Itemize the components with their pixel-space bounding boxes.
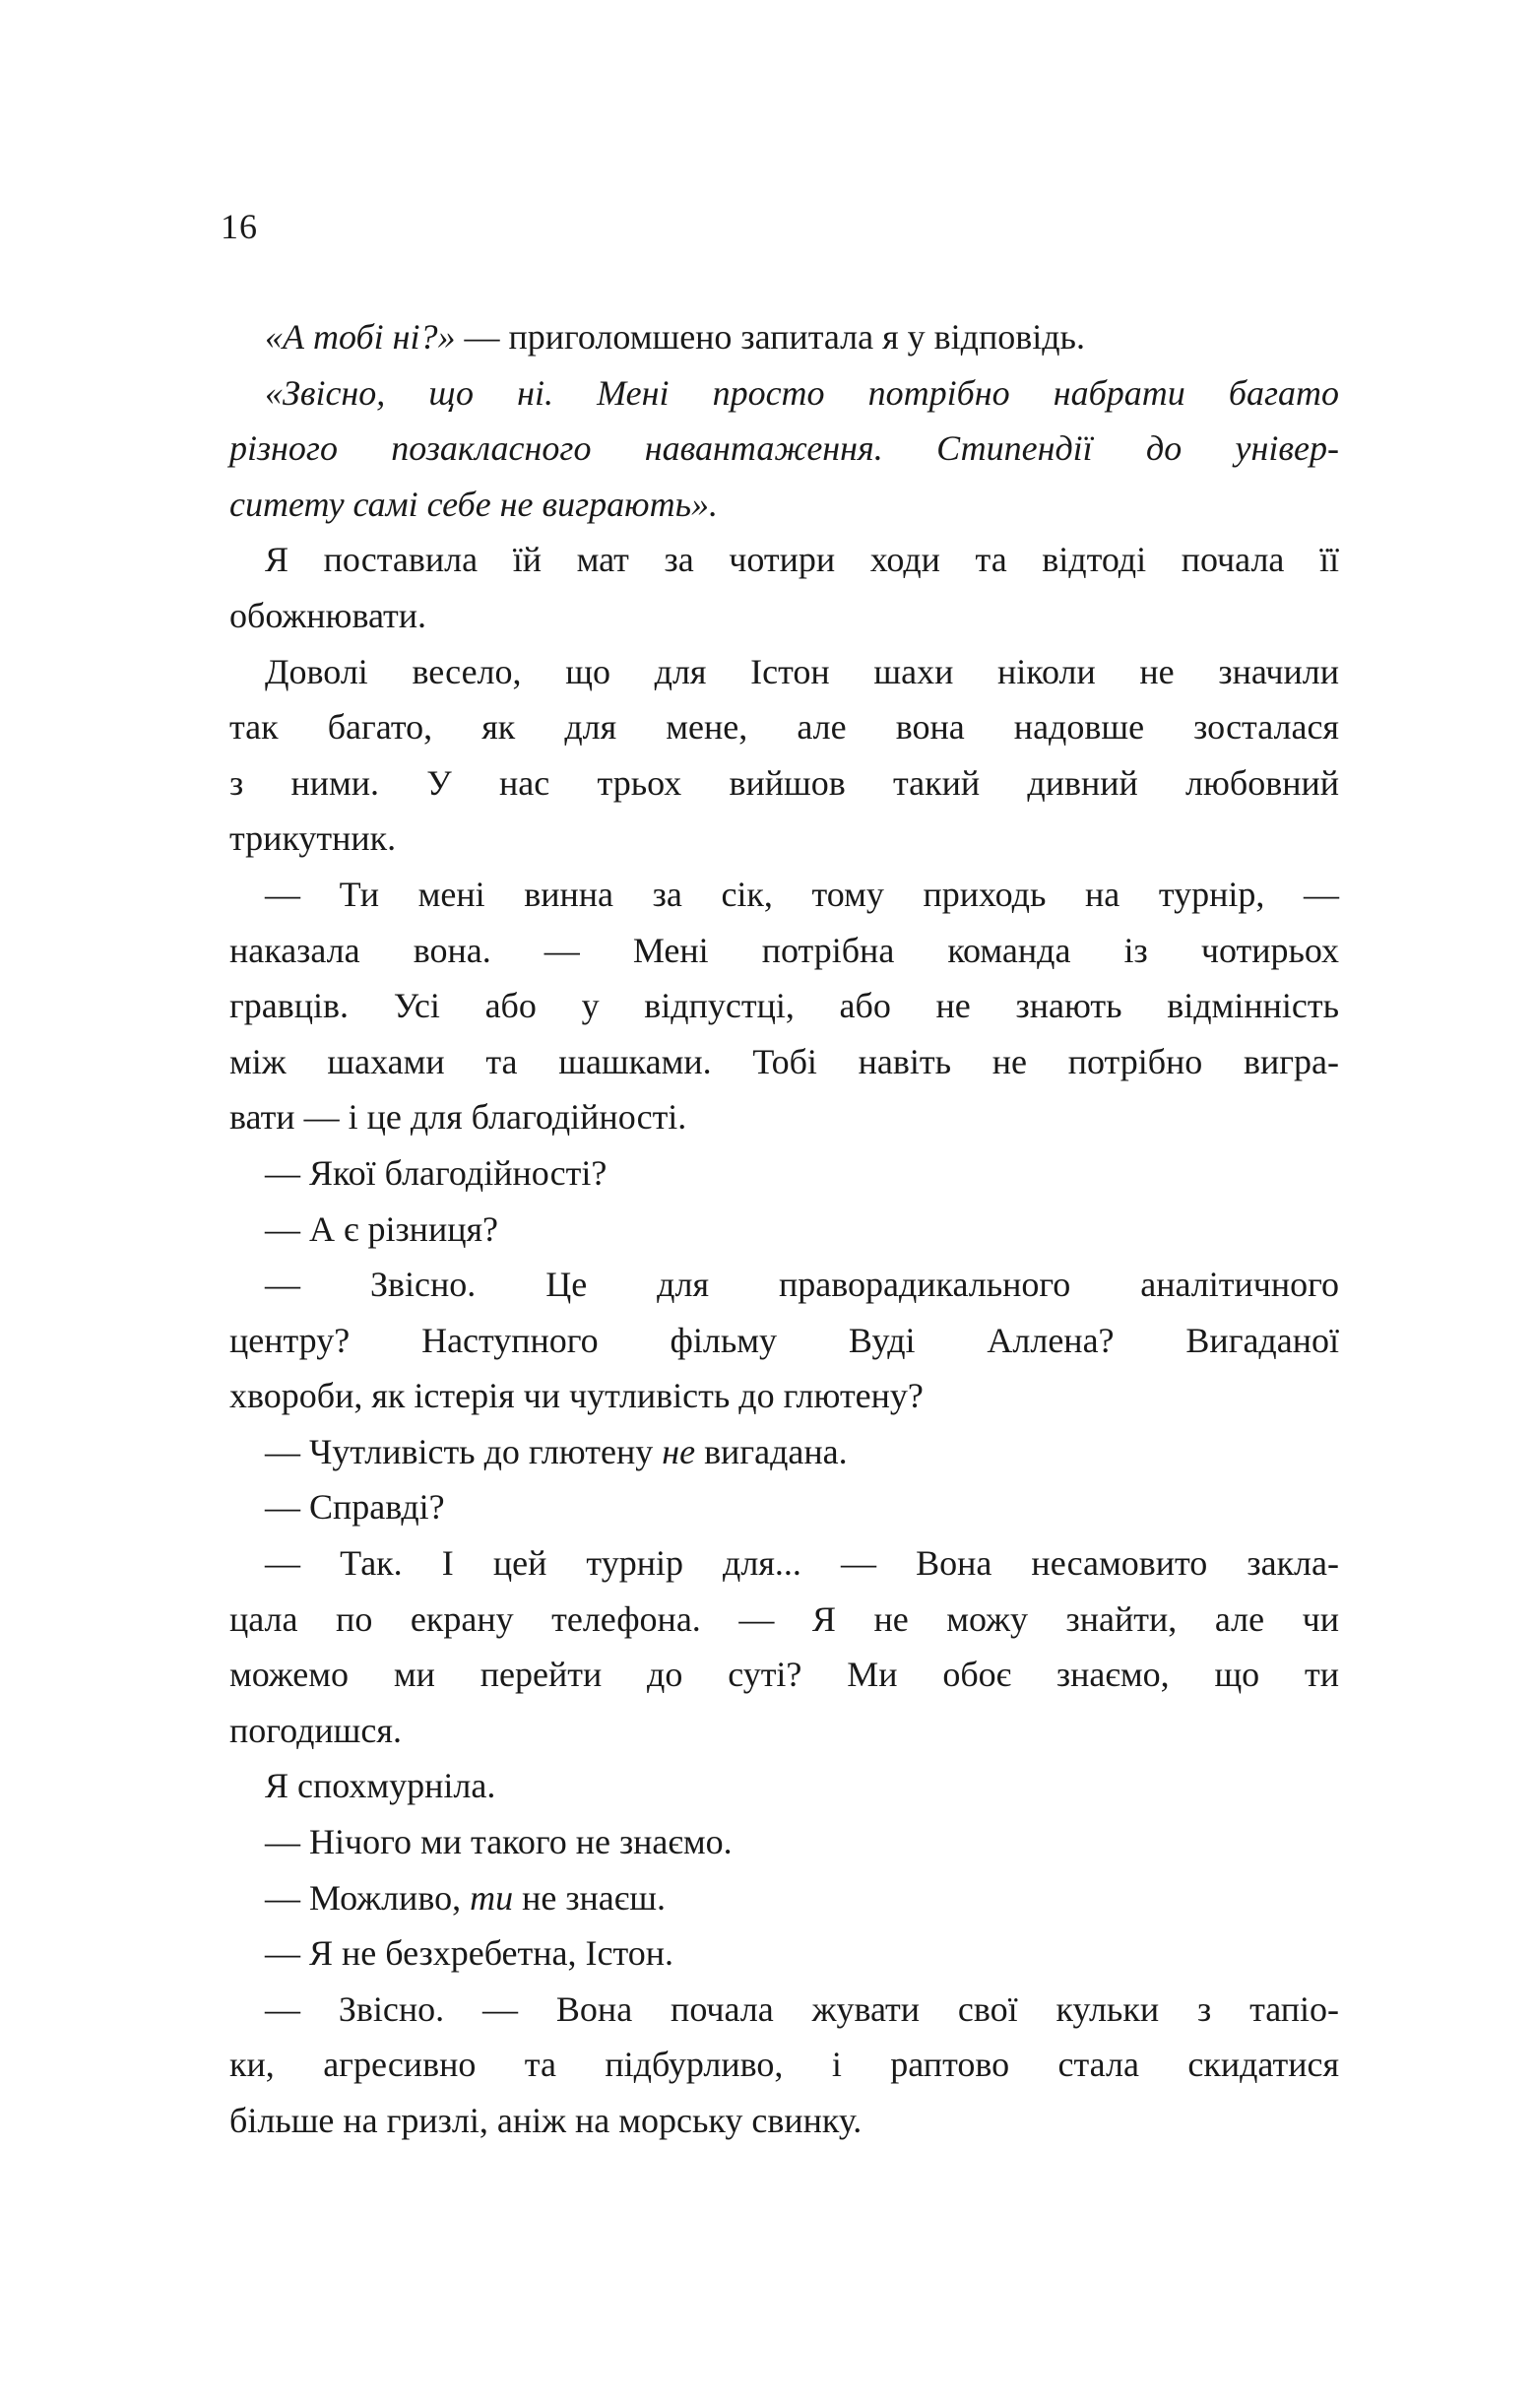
text-segment: ти [470, 1877, 514, 1918]
text-segment: хвороби, як істерія чи чутливість до глютену? [229, 1376, 924, 1416]
text-segment: «Звісно, що ні. Мені просто потрібно набрати багато [265, 372, 1339, 413]
text-line [229, 699, 1339, 755]
text-segment: — Так. І цей турнір для... — Вона несамовито закла- [265, 1543, 1339, 1584]
text-line [229, 755, 1339, 812]
text-segment: центру? Наступного фільму Вуді Аллена? Вигаданої [229, 1320, 1339, 1360]
text-line [229, 309, 1339, 365]
text-line [229, 2093, 1339, 2149]
text-segment: — Звісно. Це для праворадикального аналітичного [265, 1265, 1339, 1305]
text-line [229, 2037, 1339, 2093]
text-line [229, 1034, 1339, 1090]
text-line [229, 421, 1339, 477]
text-line [229, 1982, 1339, 2038]
text-segment: — Чутливість до глютену [265, 1431, 663, 1471]
text-line [229, 1592, 1339, 1648]
text-segment: — Можливо, [265, 1877, 471, 1918]
text-line [229, 532, 1339, 588]
text-line [229, 477, 1339, 533]
text-segment: Я поставила їй мат за чотири ходи та відтоді почала її [265, 540, 1339, 580]
text-line [229, 978, 1339, 1034]
text-line [229, 1089, 1339, 1145]
text-line [229, 1758, 1339, 1814]
text-line [229, 1535, 1339, 1592]
text-segment: ки, агресивно та підбурливо, і раптово стала скидатися [229, 2045, 1339, 2085]
text-segment: — Нічого ми такого не знаємо. [265, 1822, 733, 1862]
text-block [229, 309, 1339, 2149]
text-line [229, 811, 1339, 867]
text-line [229, 1647, 1339, 1703]
text-segment: вати — і це для благодійності. [229, 1097, 687, 1138]
text-line [229, 1313, 1339, 1369]
text-segment: — Якої благодійності? [265, 1152, 608, 1193]
text-segment: ситету самі себе не виграють». [229, 484, 718, 524]
text-line [229, 1870, 1339, 1926]
text-line [229, 1145, 1339, 1202]
text-segment: не [662, 1431, 696, 1471]
text-line [229, 1202, 1339, 1258]
text-segment: — Я не безхребетна, Істон. [265, 1933, 674, 1974]
text-segment: — Справді? [265, 1487, 445, 1528]
text-line [229, 365, 1339, 422]
text-segment: між шахами та шашками. Тобі навіть не потрібно вигра- [229, 1041, 1339, 1081]
text-line [229, 1814, 1339, 1870]
text-segment: гравців. Усі або у відпустці, або не знають відмінність [229, 986, 1339, 1026]
text-segment: наказала вона. — Мені потрібна команда із чотирьох [229, 930, 1339, 970]
text-segment: — Ти мені винна за сік, тому приходь на турнір, — [265, 874, 1339, 914]
text-segment: більше на гризлі, аніж на морську свинку. [229, 2101, 863, 2140]
text-line [229, 923, 1339, 979]
text-segment: Я спохмурніла. [265, 1766, 496, 1806]
text-segment: обожнювати. [229, 595, 427, 635]
text-line [229, 1257, 1339, 1313]
text-segment: — Звісно. — Вона почала жувати свої кульки з тапіо- [265, 1988, 1339, 2029]
page-number: 16 [221, 207, 258, 246]
text-segment: Доволі весело, що для Істон шахи ніколи не значили [265, 651, 1339, 691]
text-segment: — А є різниця? [265, 1208, 499, 1249]
text-line [229, 1925, 1339, 1982]
text-segment: різного позакласного навантаження. Стипендії до універ- [229, 428, 1339, 469]
text-line [229, 644, 1339, 700]
text-segment: так багато, як для мене, але вона надовше зосталася [229, 707, 1339, 748]
text-segment: трикутник. [229, 818, 397, 859]
text-line [229, 1368, 1339, 1424]
text-segment: не знаєш. [513, 1877, 666, 1918]
text-segment: — приголомшено запитала я у відповідь. [455, 317, 1085, 357]
text-line [229, 1479, 1339, 1535]
text-line [229, 588, 1339, 644]
text-line [229, 1424, 1339, 1480]
text-segment: вигадана. [695, 1431, 848, 1471]
text-segment: з ними. У нас трьох вийшов такий дивний любовний [229, 762, 1339, 803]
text-line [229, 1703, 1339, 1759]
text-segment: цала по екрану телефона. — Я не можу знайти, але чи [229, 1598, 1339, 1639]
text-segment: можемо ми перейти до суті? Ми обоє знаємо, що ти [229, 1655, 1339, 1695]
text-segment: «А тобі ні?» [265, 317, 456, 357]
text-line [229, 867, 1339, 923]
text-segment: погодишся. [229, 1710, 402, 1750]
